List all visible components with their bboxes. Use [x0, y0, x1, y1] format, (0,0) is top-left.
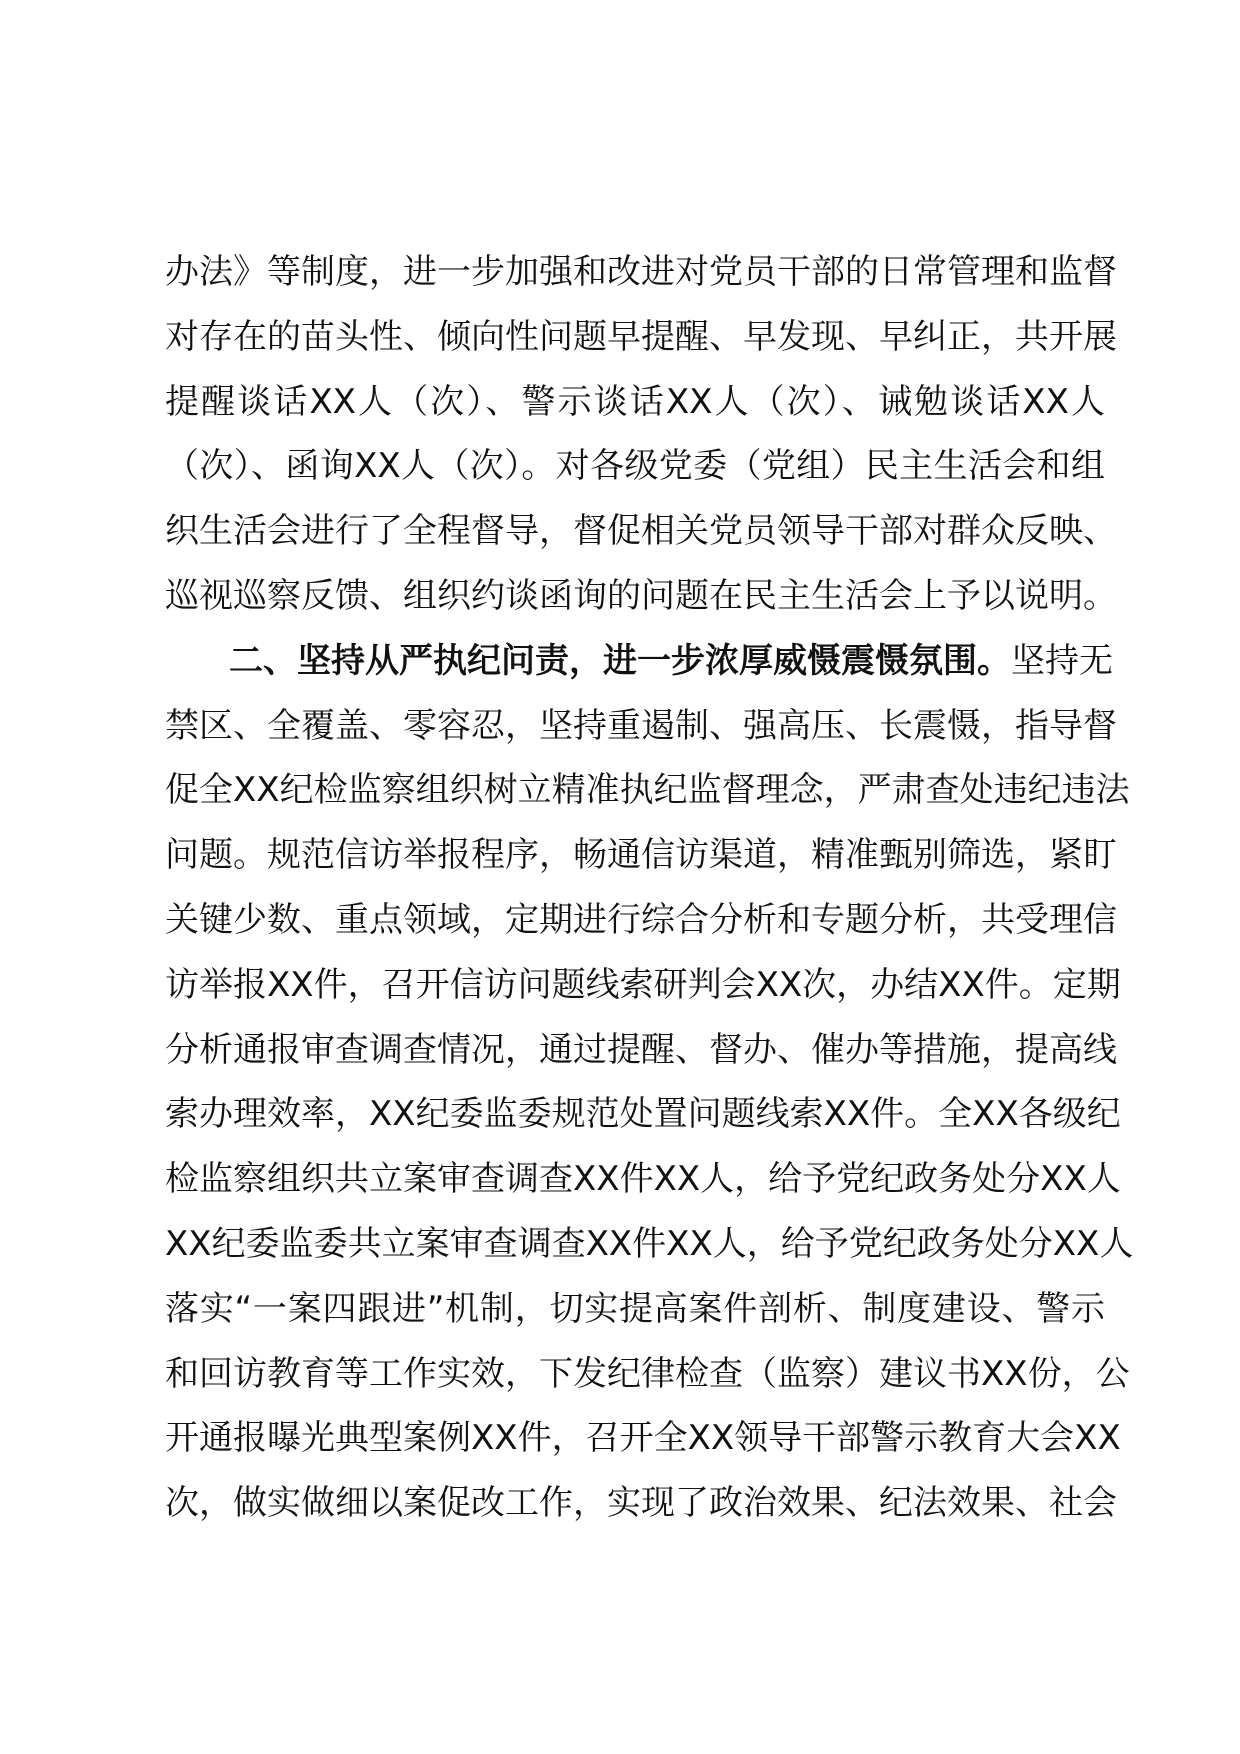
text-line: 问题。规范信访举报程序，畅通信访渠道，精准甄别筛选，紧盯: [165, 835, 1117, 876]
text-line: （次）、函询XX人（次）。对各级党委（党组）民主生活会和组: [165, 446, 1105, 487]
text-line: 分析通报审查调查情况，通过提醒、督办、催办等措施，提高线: [165, 1029, 1117, 1070]
text-line: XX纪委监委共立案审查调查XX件XX人，给予党纪政务处分XX人: [165, 1223, 1134, 1264]
text-line: 落实“一案四跟进”机制，切实提高案件剖析、制度建设、警示: [165, 1288, 1105, 1329]
text-line: 提醒谈话XX人（次）、警示谈话XX人（次）、诫勉谈话XX人: [165, 381, 1105, 422]
body-text: [165, 240, 1134, 1536]
text-line: 对存在的苗头性、倾向性问题早提醒、早发现、早纠正，共开展: [165, 316, 1117, 357]
text-line: 禁区、全覆盖、零容忍，坚持重遏制、强高压、长震慑，指导督: [165, 705, 1117, 746]
text-line: 索办理效率，XX纪委监委规范处置问题线索XX件。全XX各级纪: [165, 1094, 1121, 1135]
text-line: 和回访教育等工作实效，下发纪律检查（监察）建议书XX份，公: [165, 1353, 1130, 1394]
text-line: 办法》等制度，进一步加强和改进对党员干部的日常管理和监督: [165, 252, 1117, 292]
text-line: 开通报曝光典型案例XX件，召开全XX领导干部警示教育大会XX: [165, 1418, 1121, 1459]
section-heading: 二、坚持从严执纪问责，进一步浓厚威慑震慑氛围。: [229, 640, 1011, 681]
text-line: 次，做实做细以案促改工作，实现了政治效果、纪法效果、社会: [165, 1483, 1117, 1524]
text-fragment: 坚持无: [1011, 640, 1113, 681]
text-line: 巡视巡察反馈、组织约谈函询的问题在民主生活会上予以说明。: [165, 575, 1117, 616]
text-line: 织生活会进行了全程督导，督促相关党员领导干部对群众反映、: [165, 511, 1117, 552]
text-line: 检监察组织共立案审查调查XX件XX人，给予党纪政务处分XX人: [165, 1159, 1121, 1200]
text-line: 促全XX纪检监察组织树立精准执纪监督理念，严肃查处违纪违法: [165, 770, 1130, 811]
text-line: 访举报XX件，召开信访问题线索研判会XX次，办结XX件。定期: [165, 964, 1121, 1005]
section-heading-line: [165, 629, 1113, 694]
text-line: 关键少数、重点领域，定期进行综合分析和专题分析，共受理信: [165, 899, 1117, 940]
